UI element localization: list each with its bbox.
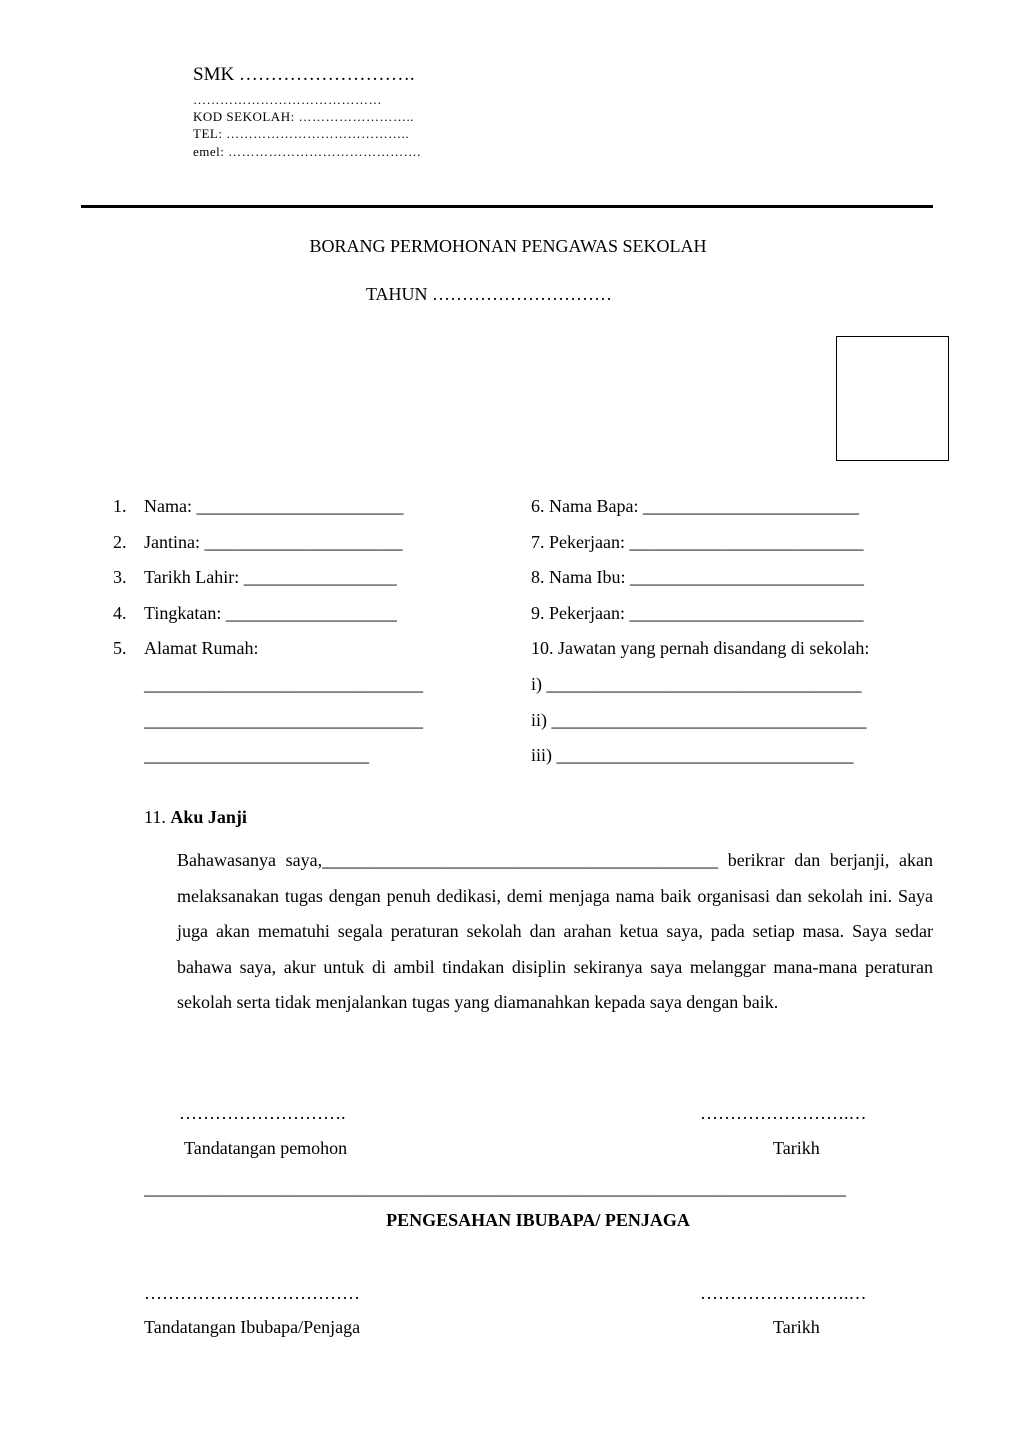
school-name: SMK ………………………. — [193, 64, 415, 85]
field-nama-bapa[interactable]: 6. Nama Bapa: ________________________ — [531, 496, 859, 516]
address-line-1[interactable]: _______________________________ — [144, 674, 423, 694]
pledge-number: 11. — [144, 807, 166, 827]
field-label: Tarikh Lahir: _________________ — [144, 567, 397, 587]
field-pekerjaan-ibu[interactable]: 9. Pekerjaan: __________________________ — [531, 603, 864, 623]
form-year: TAHUN ………………………… — [366, 284, 613, 304]
field-jawatan-i[interactable]: i) ___________________________________ — [531, 674, 862, 694]
field-jawatan-label: 10. Jawatan yang pernah disandang di sekolah: — [531, 638, 870, 658]
pledge-heading — [144, 807, 247, 828]
school-phone: TEL: ………………………………….. — [193, 126, 410, 141]
field-pekerjaan-bapa[interactable]: 7. Pekerjaan: __________________________ — [531, 532, 864, 552]
field-number: 1. — [113, 496, 127, 516]
school-email: emel: ……………………………………. — [193, 144, 421, 159]
field-alamat-rumah — [113, 638, 259, 659]
applicant-date-line[interactable]: …………………….… — [700, 1103, 867, 1123]
field-jawatan-iii[interactable]: iii) _________________________________ — [531, 745, 854, 765]
field-label: Tingkatan: ___________________ — [144, 603, 397, 623]
parent-date-line[interactable]: …………………….… — [700, 1283, 867, 1303]
address-line-3[interactable]: _________________________ — [144, 745, 369, 765]
parent-signature-label: Tandatangan Ibubapa/Penjaga — [144, 1317, 361, 1337]
section-separator: ______________________________________________________________________________ — [144, 1178, 846, 1198]
field-label: Nama: _______________________ — [144, 496, 404, 516]
parent-date-label: Tarikh — [773, 1317, 820, 1337]
field-nama[interactable] — [113, 496, 404, 517]
parent-signature-line[interactable]: ……………………………… — [144, 1283, 360, 1303]
field-nama-ibu[interactable]: 8. Nama Ibu: __________________________ — [531, 567, 864, 587]
header-divider — [81, 205, 933, 208]
field-number: 4. — [113, 603, 127, 623]
applicant-date-label: Tarikh — [773, 1138, 820, 1158]
pledge-paragraph: Bahawasanya saya,____________________________________________ berikrar dan berjanji, akan melaksanakan tugas dengan penuh dedikasi, demi menjaga nama baik organisasi dan sekolah ini. Saya juga akan mematuhi segala peraturan sekolah dan arahan ketua saya, pada setiap masa. Saya sedar bahawa saya, akur untuk di ambil tindakan disiplin sekiranya saya melanggar mana-mana peraturan sekolah serta tidak menjalankan tugas yang diamanahkan kepada saya dengan baik. — [177, 850, 933, 1012]
field-number: 3. — [113, 567, 127, 587]
field-number: 5. — [113, 638, 127, 658]
parent-section-heading: PENGESAHAN IBUBAPA/ PENJAGA — [386, 1210, 690, 1230]
field-tingkatan[interactable] — [113, 603, 397, 624]
field-label: Jantina: ______________________ — [144, 532, 403, 552]
field-jantina[interactable] — [113, 532, 403, 553]
field-tarikh-lahir[interactable] — [113, 567, 397, 588]
applicant-signature-line[interactable]: ………………………. — [179, 1103, 346, 1123]
field-jawatan-ii[interactable]: ii) ___________________________________ — [531, 710, 867, 730]
school-address: …………………………………… — [193, 92, 382, 107]
school-code: KOD SEKOLAH: …………………….. — [193, 109, 414, 124]
applicant-signature-label: Tandatangan pemohon — [184, 1138, 348, 1158]
form-title: BORANG PERMOHONAN PENGAWAS SEKOLAH — [309, 236, 707, 256]
field-number: 2. — [113, 532, 127, 552]
address-line-2[interactable]: _______________________________ — [144, 710, 423, 730]
pledge-title: Aku Janji — [170, 807, 247, 827]
field-label: Alamat Rumah: — [144, 638, 259, 658]
photo-box — [836, 336, 949, 461]
